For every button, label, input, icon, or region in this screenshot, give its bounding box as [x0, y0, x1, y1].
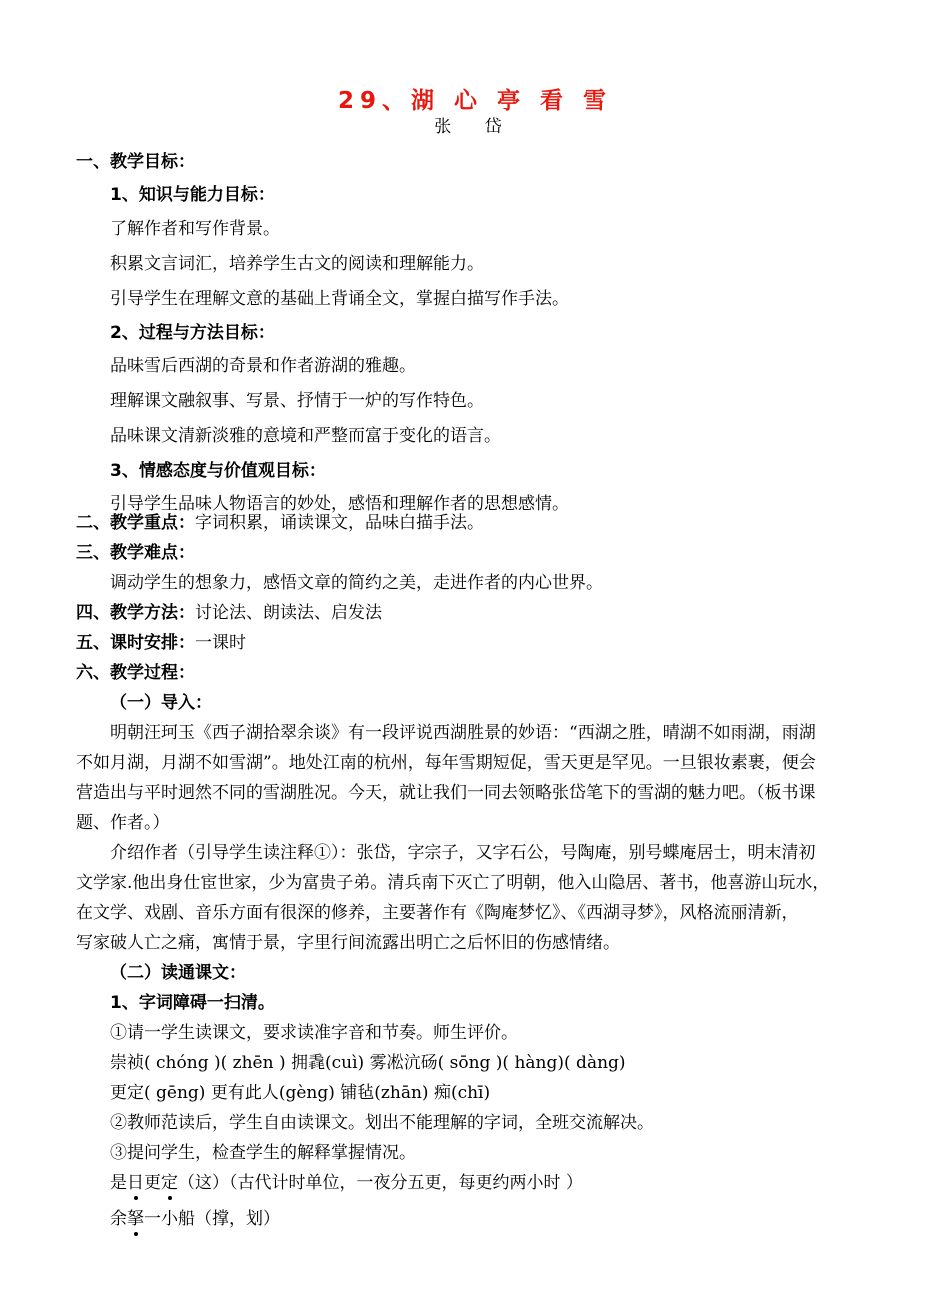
- section-5: [76, 632, 246, 654]
- section-2-label: 二、教学重点：: [76, 513, 195, 533]
- section-4-label: 四、教学方法：: [76, 603, 195, 623]
- author-intro-line: 介绍作者（引导学生读注释①）：张岱，字宗子，又字石公，号陶庵，别号蝶庵居士，明末清初: [110, 843, 816, 863]
- step-1-heading: （一）导入：: [110, 693, 212, 713]
- dotted-word-char: 定: [161, 1173, 178, 1193]
- reading-step: ①请一学生读课文，要求读准字音和节奏。师生评价。: [110, 1023, 518, 1043]
- author: 张 岱: [434, 117, 516, 137]
- section-3-text: 调动学生的想象力，感悟文章的简约之美，走进作者的内心世界。: [110, 573, 603, 593]
- author-intro-line: 文学家.他出身仕宦世家，少为富贵子弟。清兵南下灭亡了明朝，他入山隐居、著书，他喜游山玩水，: [76, 873, 830, 893]
- objective-3-heading: 3、情感态度与价值观目标：: [110, 461, 326, 481]
- objective-1-item: 引导学生在理解文意的基础上背诵全文，掌握白描写作手法。: [110, 289, 569, 309]
- explanation-text: （这）（古代计时单位，一夜分五更，每更约两小时 ）: [178, 1173, 583, 1193]
- objective-2-item: 品味雪后西湖的奇景和作者游湖的雅趣。: [110, 356, 416, 376]
- author-intro-line: 写家破人亡之痛，寓情于景，字里行间流露出明亡之后怀旧的伤感情绪。: [76, 933, 620, 953]
- intro-line: 明朝汪珂玉《西子湖拾翠余谈》有一段评说西湖胜景的妙语：“西湖之胜，晴湖不如雨湖，雨湖: [110, 723, 816, 743]
- section-2-text: 字词积累，诵读课文，品味白描手法。: [195, 513, 484, 533]
- section-4-text: 讨论法、朗读法、启发法: [195, 603, 382, 623]
- step-2-heading: （二）读通课文：: [110, 963, 246, 983]
- section-5-text: 一课时: [195, 633, 246, 653]
- objective-1-heading: 1、知识与能力目标：: [110, 185, 275, 205]
- author-intro-line: 在文学、戏剧、音乐方面有很深的修养，主要著作有《陶庵梦忆》、《西湖寻梦》，风格流丽清新，: [76, 903, 799, 923]
- explanation-line: [110, 1172, 583, 1194]
- vocab-heading: 1、字词障碍一扫清。: [110, 993, 275, 1013]
- dotted-word-char: 日: [127, 1173, 144, 1193]
- explanation-text: 一小船（撑，划）: [144, 1209, 280, 1229]
- word-char: 更: [144, 1173, 161, 1193]
- word-char: 余: [110, 1209, 127, 1229]
- intro-line: 题、作者。）: [76, 813, 170, 833]
- objective-1-item: 积累文言词汇，培养学生古文的阅读和理解能力。: [110, 254, 484, 274]
- section-6-label: 六、教学过程：: [76, 663, 195, 683]
- section-3-label: 三、教学难点：: [76, 543, 195, 563]
- reading-step: ②教师范读后，学生自由读课文。划出不能理解的字词，全班交流解决。: [110, 1113, 654, 1133]
- pinyin-line: 更定( gēng) 更有此人(gèng) 铺毡(zhān) 痴(chī): [110, 1083, 491, 1103]
- objective-2-heading: 2、过程与方法目标：: [110, 323, 275, 343]
- dotted-word-char: 拏: [127, 1209, 144, 1229]
- objective-3-item: 引导学生品味人物语言的妙处，感悟和理解作者的思想感情。: [110, 494, 569, 514]
- page-title: 29、湖 心 亭 看 雪: [337, 88, 613, 114]
- section-1-heading: 一、教学目标：: [76, 152, 195, 172]
- explanation-line: [110, 1208, 280, 1230]
- section-4: [76, 602, 382, 624]
- objective-2-item: 品味课文清新淡雅的意境和严整而富于变化的语言。: [110, 426, 501, 446]
- pinyin-line: 崇祯( chóng )( zhēn ) 拥毳(cuì) 雾凇沆砀( sōng )( hàng)( dàng): [110, 1053, 626, 1073]
- objective-2-item: 理解课文融叙事、写景、抒情于一炉的写作特色。: [110, 391, 484, 411]
- intro-line: 营造出与平时迥然不同的雪湖胜况。今天，就让我们一同去领略张岱笔下的雪湖的魅力吧。（板书课: [76, 783, 816, 803]
- section-5-label: 五、课时安排：: [76, 633, 195, 653]
- word-char: 是: [110, 1173, 127, 1193]
- section-2: [76, 512, 484, 534]
- objective-1-item: 了解作者和写作背景。: [110, 219, 280, 239]
- intro-line: 不如月湖，月湖不如雪湖”。地处江南的杭州，每年雪期短促，雪天更是罕见。一旦银妆素裹，便会: [76, 753, 816, 773]
- reading-step: ③提问学生，检查学生的解释掌握情况。: [110, 1143, 416, 1163]
